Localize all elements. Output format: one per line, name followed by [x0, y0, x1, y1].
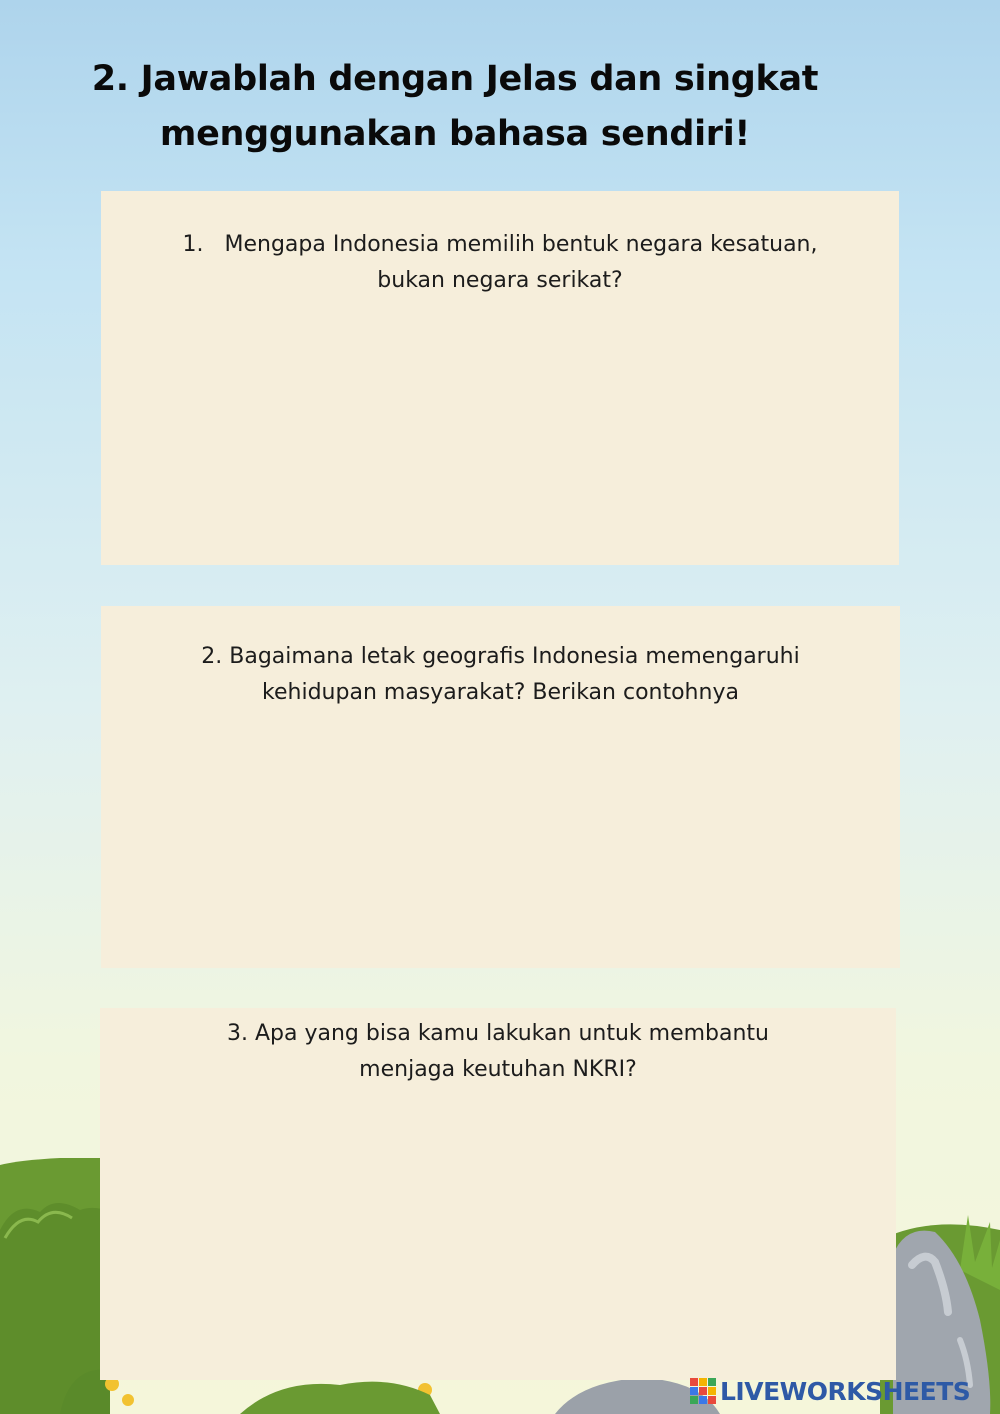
liveworksheets-logo-icon — [690, 1378, 716, 1404]
liveworksheets-logo — [690, 1376, 970, 1406]
question-1-line-1: 1. Mengapa Indonesia memilih bentuk negara kesatuan, — [101, 227, 899, 263]
answer-box-3[interactable] — [100, 1008, 896, 1380]
question-1-line-2: bukan negara serikat? — [377, 268, 623, 293]
answer-box-1[interactable] — [101, 191, 899, 565]
question-2-line-1: 2. Bagaimana letak geografis Indonesia memengaruhi — [201, 644, 800, 669]
question-3-line-2: menjaga keutuhan NKRI? — [359, 1057, 637, 1082]
title-line-2: menggunakan bahasa sendiri! — [159, 114, 751, 154]
page-title — [90, 52, 820, 162]
answer-box-2[interactable] — [101, 606, 900, 968]
question-2 — [101, 639, 900, 711]
question-2-line-2: kehidupan masyarakat? Berikan contohnya — [262, 680, 739, 705]
question-1-number: 1. — [182, 232, 204, 257]
question-3 — [100, 1016, 896, 1088]
title-line-1: 2. Jawablah dengan Jelas dan singkat — [91, 59, 819, 99]
question-3-line-1: 3. Apa yang bisa kamu lakukan untuk membantu — [226, 1021, 769, 1046]
logo-text: LIVEWORKSHEETS — [720, 1376, 971, 1406]
question-1 — [101, 227, 899, 299]
